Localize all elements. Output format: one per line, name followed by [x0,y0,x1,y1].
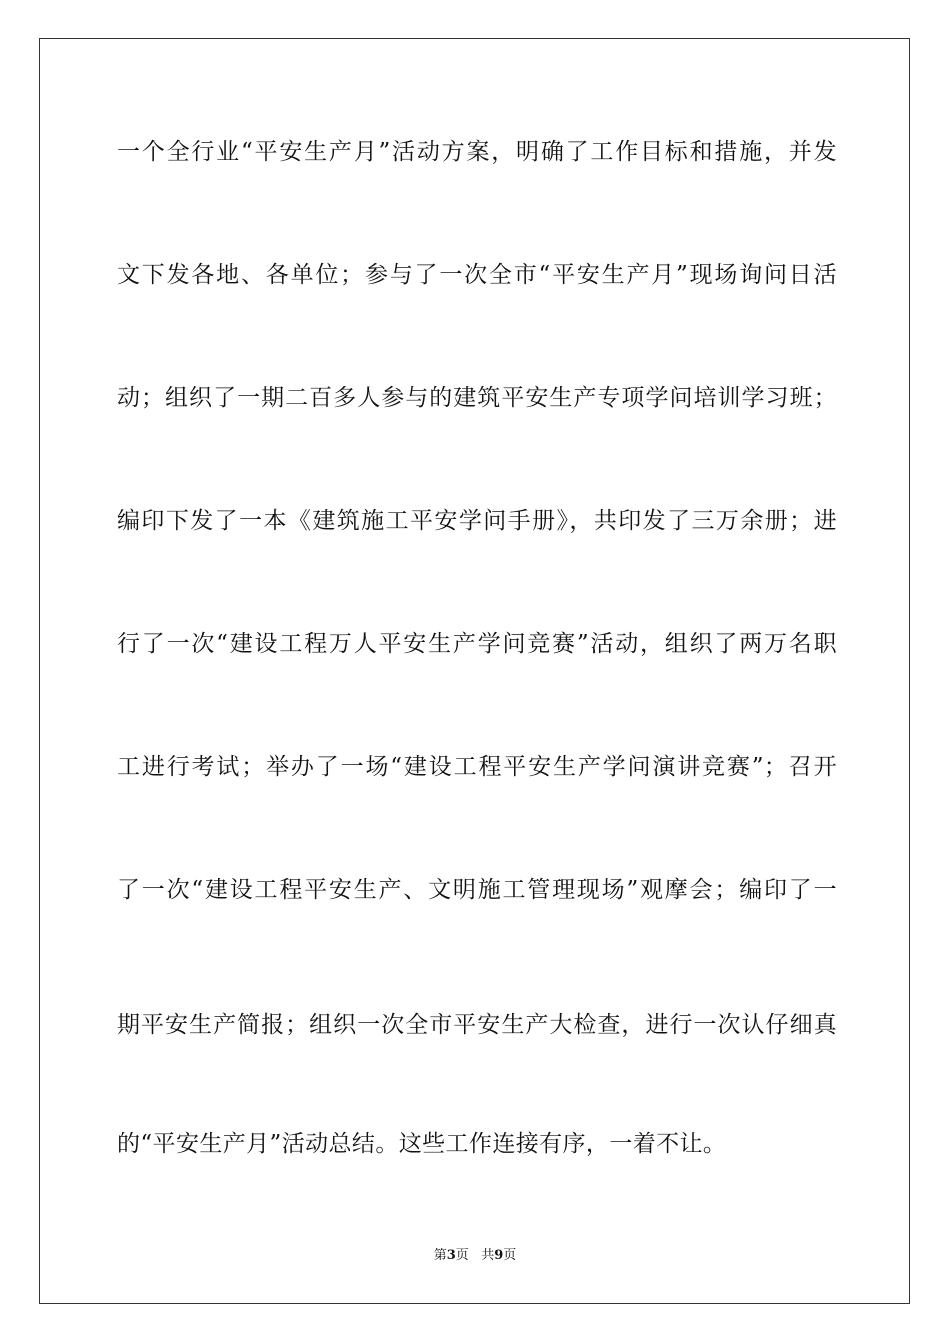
page-suffix: 页 [455,1248,469,1263]
page-footer [0,1247,950,1265]
total-prefix: 共 [481,1248,495,1263]
page-prefix: 第 [433,1248,447,1263]
total-suffix: 页 [503,1248,517,1263]
paragraph-line-8: 期平安生产简报；组织一次全市平安生产大检查，进行一次认仔细真 [117,1012,837,1038]
page-total: 9 [494,1248,504,1263]
paragraph-line-2: 文下发各地、各单位；参与了一次全市“平安生产月”现场询问日活 [117,262,837,288]
paragraph-line-6: 工进行考试；举办了一场“建设工程平安生产学问演讲竞赛”；召开 [117,754,837,780]
paragraph-line-1: 一个全行业“平安生产月”活动方案，明确了工作目标和措施，并发 [117,139,837,165]
paragraph-line-9: 的“平安生产月”活动总结。这些工作连接有序，一着不让。 [117,1131,727,1157]
page-current: 3 [446,1248,456,1263]
paragraph-line-4: 编印下发了一本《建筑施工平安学问手册》，共印发了三万余册；进 [117,508,837,534]
paragraph-line-3: 动；组织了一期二百多人参与的建筑平安生产专项学问培训学习班； [117,385,837,411]
paragraph-line-7: 了一次“建设工程平安生产、文明施工管理现场”观摩会；编印了一 [117,877,837,903]
page-border [39,38,910,1304]
paragraph-line-5: 行了一次“建设工程万人平安生产学问竞赛”活动，组织了两万名职 [117,631,837,657]
